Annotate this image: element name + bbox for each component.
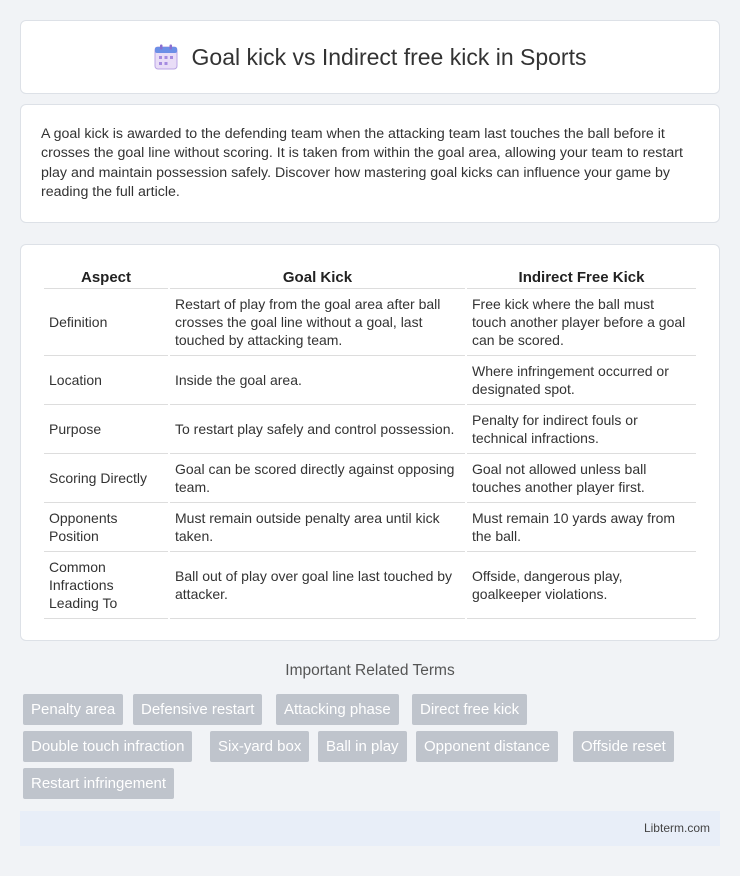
tag-defensive-restart[interactable]: Defensive restart — [133, 694, 262, 725]
table-row — [44, 454, 696, 503]
table-row — [44, 405, 696, 454]
indirect-free-kick-cell: Free kick where the ball must touch another player before a goal can be scored. — [467, 289, 696, 356]
aspect-cell: Common Infractions Leading To — [44, 552, 168, 619]
goal-kick-cell: To restart play safely and control possession. — [170, 405, 465, 454]
goal-kick-cell: Must remain outside penalty area until kick taken. — [170, 503, 465, 552]
intro-text: A goal kick is awarded to the defending team when the attacking team last touches the ball before it crosses the goal line without scoring. It is taken from within the goal area, allowing your team to restart play and maintain possession safely. Discover how mastering goal kicks can influence your game by reading the full article. — [41, 126, 683, 200]
goal-kick-cell: Inside the goal area. — [170, 356, 465, 405]
aspect-cell: Definition — [44, 289, 168, 356]
calendar-icon — [154, 44, 178, 70]
tag-six-yard-box[interactable]: Six-yard box — [210, 731, 309, 762]
tag-restart-infringement[interactable]: Restart infringement — [23, 768, 174, 799]
table-row — [44, 289, 696, 356]
tag-double-touch-infraction[interactable]: Double touch infraction — [23, 731, 192, 762]
page-title: Goal kick vs Indirect free kick in Sports — [191, 43, 587, 70]
indirect-free-kick-cell: Offside, dangerous play, goalkeeper violations. — [467, 552, 696, 619]
header-aspect: Aspect — [44, 265, 168, 289]
footer — [20, 811, 720, 846]
intro-card — [20, 104, 720, 223]
aspect-cell: Scoring Directly — [44, 454, 168, 503]
goal-kick-cell: Restart of play from the goal area after ball crosses the goal line without a goal, last touched by attacking team. — [170, 289, 465, 356]
tag-direct-free-kick[interactable]: Direct free kick — [412, 694, 527, 725]
goal-kick-cell: Goal can be scored directly against opposing team. — [170, 454, 465, 503]
footer-site-link[interactable]: Libterm.com — [643, 821, 710, 835]
header-indirect-free-kick: Indirect Free Kick — [467, 265, 696, 289]
tag-attacking-phase[interactable]: Attacking phase — [276, 694, 399, 725]
comparison-table-card — [20, 244, 720, 641]
table-row — [44, 503, 696, 552]
tag-ball-in-play[interactable]: Ball in play — [318, 731, 407, 762]
aspect-cell: Location — [44, 356, 168, 405]
header-goal-kick: Goal Kick — [170, 265, 465, 289]
goal-kick-cell: Ball out of play over goal line last touched by attacker. — [170, 552, 465, 619]
indirect-free-kick-cell: Where infringement occurred or designated spot. — [467, 356, 696, 405]
indirect-free-kick-cell: Goal not allowed unless ball touches another player first. — [467, 454, 696, 503]
table-header-row — [44, 265, 696, 289]
aspect-cell: Opponents Position — [44, 503, 168, 552]
indirect-free-kick-cell: Must remain 10 yards away from the ball. — [467, 503, 696, 552]
aspect-cell: Purpose — [44, 405, 168, 454]
indirect-free-kick-cell: Penalty for indirect fouls or technical infractions. — [467, 405, 696, 454]
table-row — [44, 356, 696, 405]
title-card — [20, 20, 720, 94]
table-row — [44, 552, 696, 619]
tag-penalty-area[interactable]: Penalty area — [23, 694, 123, 725]
tag-opponent-distance[interactable]: Opponent distance — [416, 731, 558, 762]
tag-offside-reset[interactable]: Offside reset — [573, 731, 674, 762]
comparison-table — [42, 265, 698, 619]
related-terms-title: Important Related Terms — [285, 662, 455, 679]
